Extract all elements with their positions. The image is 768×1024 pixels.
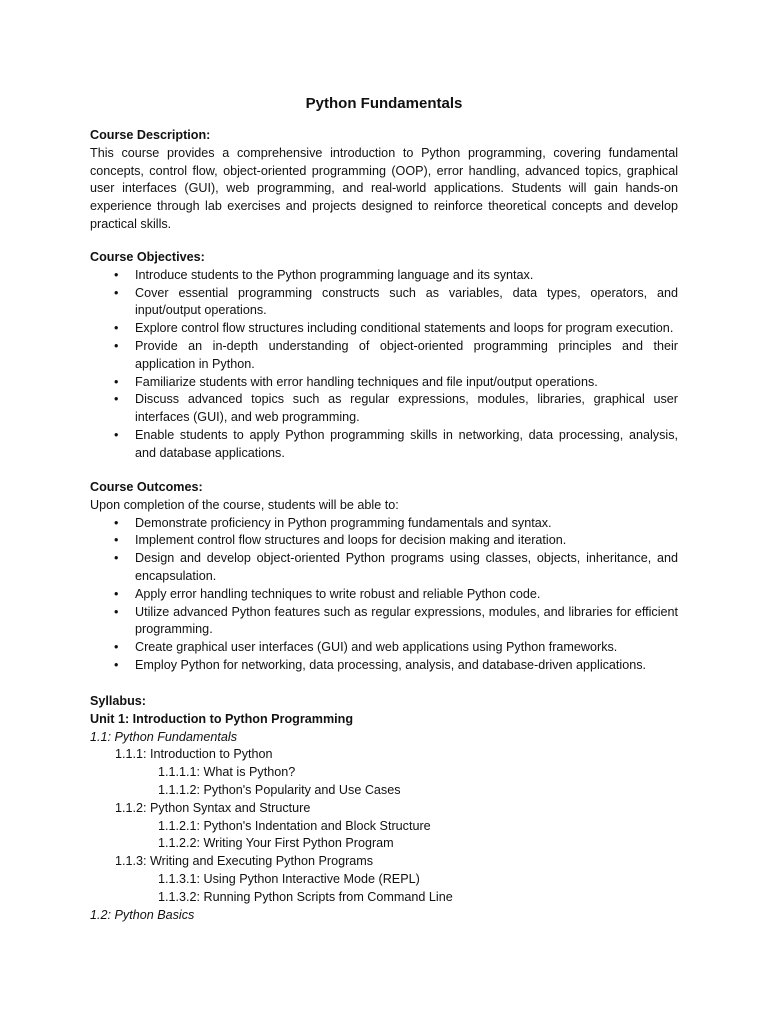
list-item: • Enable students to apply Python programming skills in networking, data processing, analysis, and database applications.	[114, 427, 678, 460]
course-outcomes-list	[90, 515, 678, 675]
syllabus-subtopic-1-1-2-1: 1.1.2.1: Python's Indentation and Block Structure	[158, 818, 431, 833]
course-description-section	[90, 127, 678, 234]
course-outcomes-section	[90, 479, 678, 675]
syllabus-topic-1-1-3: 1.1.3: Writing and Executing Python Programs	[115, 854, 374, 869]
list-item: • Demonstrate proficiency in Python programming fundamentals and syntax.	[90, 515, 678, 533]
course-objectives-list	[90, 267, 678, 463]
course-description-text: This course provides a comprehensive introduction to Python programming, covering fundamental concepts, control flow, object-oriented programming (OOP), error handling, advanced topics, graphical user interfaces (GUI), web programming, and real-world applications. Students will gain hands-on experience through lab exercises and projects designed to reinforce theoretical concepts and develop practical skills.	[90, 145, 678, 231]
list-item: • Explore control flow structures including conditional statements and loops for program execution.	[90, 320, 678, 338]
bullet-icon: •	[114, 515, 119, 530]
bullet-icon: •	[114, 533, 119, 548]
syllabus-topic-1-1-2: 1.1.2: Python Syntax and Structure	[115, 800, 311, 815]
syllabus-unit-1: Unit 1: Introduction to Python Programming	[90, 711, 354, 726]
list-item: • Create graphical user interfaces (GUI) and web applications using Python frameworks.	[90, 639, 678, 657]
list-item: • Utilize advanced Python features such as regular expressions, modules, and libraries for efficient programming.	[114, 604, 678, 637]
syllabus-section	[90, 693, 678, 924]
list-item: • Introduce students to the Python programming language and its syntax.	[90, 267, 678, 285]
syllabus-subtopic-1-1-2-2: 1.1.2.2: Writing Your First Python Program	[158, 836, 394, 851]
syllabus-heading: Syllabus:	[90, 694, 146, 708]
bullet-icon: •	[114, 640, 119, 655]
bullet-icon: •	[114, 285, 119, 300]
bullet-icon: •	[114, 604, 119, 619]
list-item: • Apply error handling techniques to write robust and reliable Python code.	[90, 586, 678, 604]
list-item: • Design and develop object-oriented Python programs using classes, objects, inheritance, and encapsulation.	[114, 551, 678, 583]
bullet-icon: •	[114, 551, 119, 566]
bullet-icon: •	[114, 321, 119, 336]
course-outcomes-heading: Course Outcomes:	[90, 480, 203, 494]
bullet-icon: •	[114, 586, 119, 601]
course-objectives-heading: Course Objectives:	[90, 250, 205, 264]
syllabus-section-1-2: 1.2: Python Basics	[90, 907, 195, 922]
bullet-icon: •	[114, 427, 119, 442]
page-title: Python Fundamentals	[305, 95, 463, 112]
list-item: • Employ Python for networking, data processing, analysis, and database-driven applications.	[90, 657, 678, 675]
course-objectives-section	[90, 249, 678, 463]
syllabus-section-1-1: 1.1: Python Fundamentals	[90, 729, 238, 744]
syllabus-topic-1-1-1: 1.1.1: Introduction to Python	[115, 747, 273, 762]
bullet-icon: •	[114, 374, 119, 389]
syllabus-subtopic-1-1-3-1: 1.1.3.1: Using Python Interactive Mode (REPL)	[158, 871, 420, 886]
list-item: • Cover essential programming constructs such as variables, data types, operators, and input/output operations.	[114, 285, 678, 318]
course-description-heading: Course Description:	[90, 128, 211, 142]
syllabus-subtopic-1-1-1-1: 1.1.1.1: What is Python?	[158, 765, 296, 780]
list-item: • Discuss advanced topics such as regular expressions, modules, libraries, graphical user interfaces (GUI), and web programming.	[114, 392, 678, 425]
list-item: • Implement control flow structures and loops for decision making and iteration.	[90, 532, 678, 550]
syllabus-subtopic-1-1-1-2: 1.1.1.2: Python's Popularity and Use Cases	[158, 782, 401, 797]
bullet-icon: •	[114, 267, 119, 282]
bullet-icon: •	[114, 392, 119, 407]
list-item: • Provide an in-depth understanding of object-oriented programming principles and their application in Python.	[114, 338, 678, 371]
bullet-icon: •	[114, 657, 119, 672]
course-outcomes-intro: Upon completion of the course, students will be able to:	[90, 497, 399, 512]
syllabus-subtopic-1-1-3-2: 1.1.3.2: Running Python Scripts from Command Line	[158, 889, 453, 904]
bullet-icon: •	[114, 338, 119, 353]
list-item: • Familiarize students with error handling techniques and file input/output operations.	[90, 374, 678, 392]
